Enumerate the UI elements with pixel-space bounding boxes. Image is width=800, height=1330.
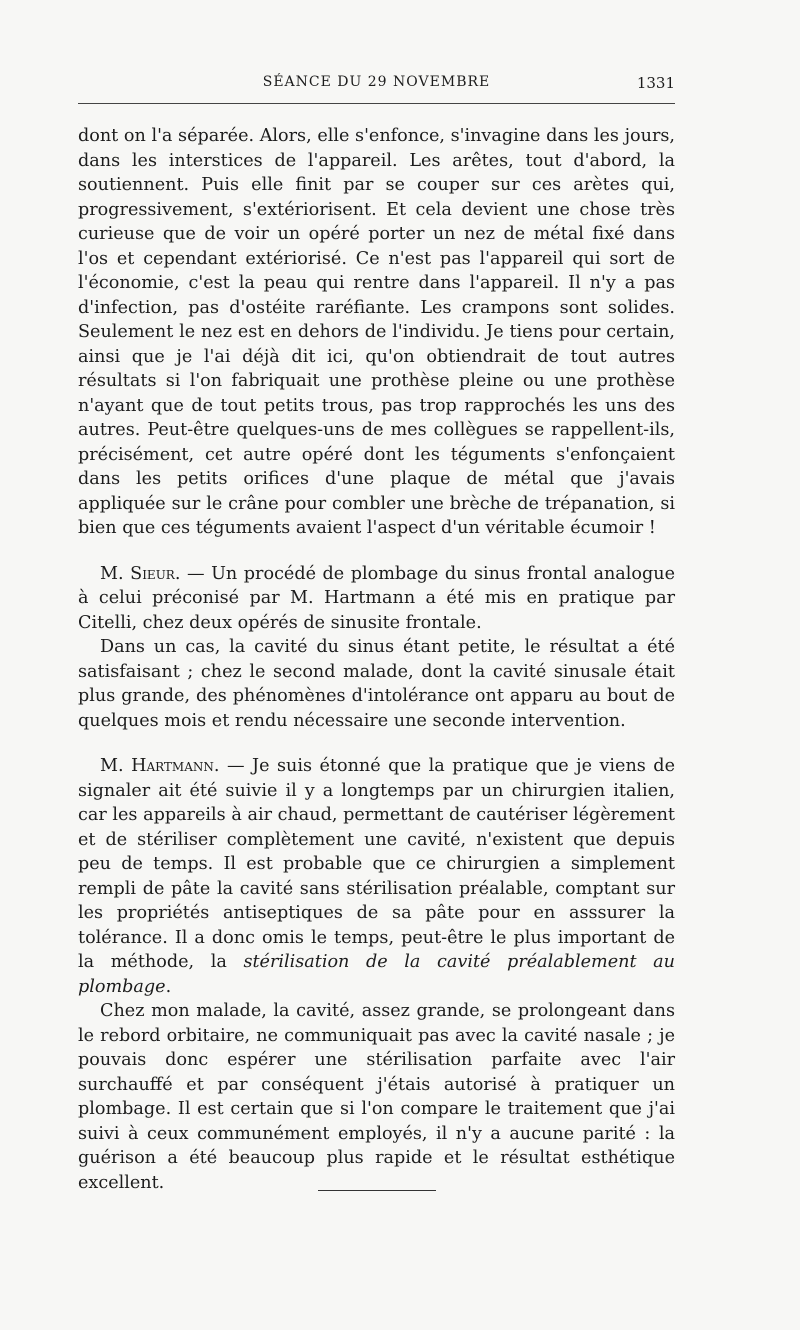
speaker-name: M. Sieur. <box>100 563 181 584</box>
end-rule <box>318 1190 436 1191</box>
paragraph-tail: . <box>165 976 172 997</box>
paragraph-continuation: dont on l'a séparée. Alors, elle s'enfonce, s'invagine dans les jours, dans les interstices de l'appareil. Les arêtes, tout d'abord, la soutiennent. Puis elle finit par se couper sur ces arètes qui, progressivement, s'extériorisent. Et cela devient une chose très curieuse que de voir un opéré porter un nez de métal fixé dans l'os et cependant extériorisé. Ce n'est pas l'appareil qui sort de l'économie, c'est la peau qui rentre dans l'appareil. Il n'y a pas d'infection, pas d'ostéite raréfiante. Les crampons sont solides. Seulement le nez est en dehors de l'individu. Je tiens pour certain, ainsi que je l'ai déjà dit ici, qu'on obtiendrait de tout autres résultats si l'on fabriquait une prothèse pleine ou une prothèse n'ayant que de tout petits trous, pas trop rapprochés les uns des autres. Peut-être quelques-uns de mes collègues se rappellent-ils, précisément, cet autre opéré dont les téguments s'enfonçaient dans les petits orifices d'une plaque de métal que j'avais appliquée sur le crâne pour combler une brèche de trépanation, si bien que ces téguments avaient l'aspect d'un véritable écumoir ! <box>78 126 675 538</box>
paragraph-sieur-cases: Dans un cas, la cavité du sinus étant petite, le résultat a été satisfaisant ; chez le second malade, dont la cavité sinusale était plus grande, des phénomènes d'intolérance ont apparu au bout de quelques mois et rendu nécessaire une seconde intervention. <box>78 637 675 731</box>
paragraph-sieur <box>78 562 675 636</box>
running-header <box>78 74 675 96</box>
paragraph-hartmann <box>78 754 675 999</box>
italic-emphasis: stérilisation de la cavité préalablement au plombage <box>78 952 675 997</box>
paragraph-text: — Un procédé de plombage du sinus frontal analogue à celui préconisé par M. Hartmann a été mis en pratique par Citelli, chez deux opérés de sinusite frontale. <box>78 563 675 633</box>
paragraph-text: — Je suis étonné que la pratique que je viens de signaler ait été suivie il y a longtemps par un chirurgien italien, car les appareils à air chaud, permettant de cautériser légèrement et de stériliser complètement une cavité, n'existent que depuis peu de temps. Il est probable que ce chirurgien a simplement rempli de pâte la cavité sans stérilisation préalable, comptant sur les propriétés antiseptiques de sa pâte pour en asssurer la tolérance. Il a donc omis le temps, peut-être le plus important de la méthode, la <box>78 756 675 972</box>
header-rule <box>78 103 675 104</box>
body-text <box>78 124 675 1195</box>
running-title: SÉANCE DU 29 NOVEMBRE <box>262 74 491 90</box>
page-number: 1331 <box>636 74 675 92</box>
paragraph-hartmann-patient: Chez mon malade, la cavité, assez grande, se prolongeant dans le rebord orbitaire, ne communiquait pas avec la cavité nasale ; je pouvais donc espérer une stérilisation parfaite avec l'air surchauffé et par conséquent j'étais autorisé à pratiquer un plombage. Il est certain que si l'on compare le traitement que j'ai suivi à ceux communément employés, il n'y a aucune parité : la guérison a été beaucoup plus rapide et le résultat esthétique excellent. <box>78 1001 675 1193</box>
speaker-name: M. Hartmann. <box>100 756 220 776</box>
